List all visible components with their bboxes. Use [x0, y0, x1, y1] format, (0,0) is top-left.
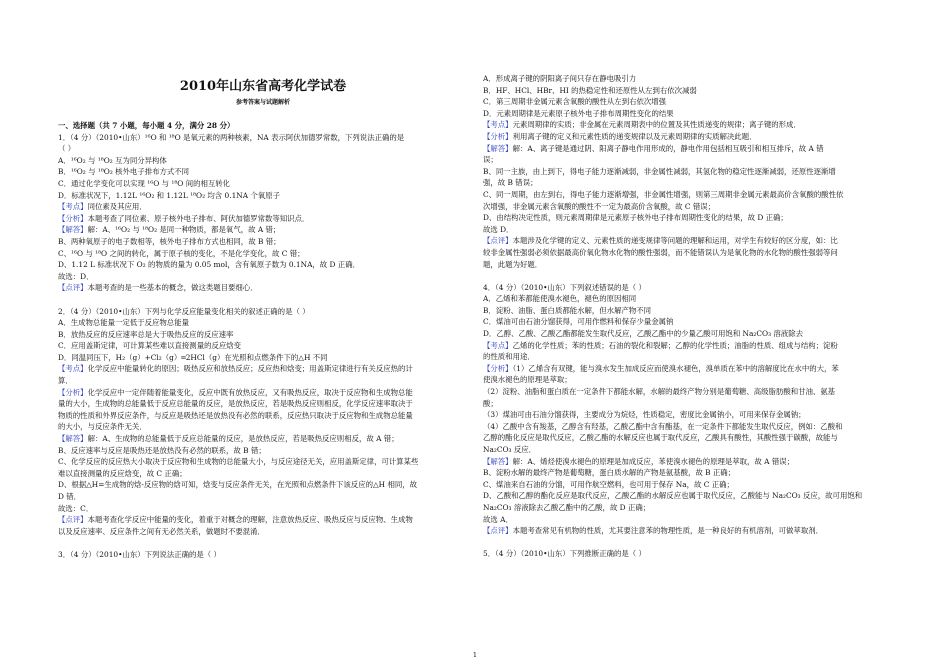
- left-column: [58, 120, 478, 561]
- annotation-line: [483, 525, 903, 537]
- annotation-tag: 【分析】: [483, 131, 513, 141]
- text-line: （2）淀粉、油脂和蛋白质在一定条件下都能水解，水解的最终产物分别是葡萄糖、高级脂肪酸和甘油、氨基: [483, 387, 836, 397]
- text-line: 故选 D．: [483, 224, 514, 234]
- text-line: D、1.12 L 标准状况下 O₂ 的物质的量为 0.05 mol，含有氧原子数为 0.1NA，故 D 正确．: [58, 260, 360, 270]
- annotation-line: [483, 456, 903, 468]
- annotation-tag: 【考点】: [483, 120, 513, 130]
- annotation-text: 本题考查常见有机物的性质，尤其要注意苯的物理性质，是一种良好的有机溶剂，可做萃取剂．: [512, 526, 823, 536]
- text-line: 使溴水褪色的原理是萃取；: [483, 375, 572, 385]
- annotation-text: 解：A、离子键是通过阴、阳离子静电作用形成的，静电作用包括相互吸引和相互排斥，故 A 错: [512, 143, 824, 153]
- blank-line: [58, 537, 478, 549]
- annotation-line: [58, 514, 478, 526]
- text-line: （3）煤油可由石油分馏获得，主要成分为烷烃，性质稳定，密度比金属钠小，可用来保存金属钠；: [483, 410, 806, 420]
- page-number: 1: [472, 651, 478, 659]
- annotation-text: 同位素及其应用．: [87, 202, 147, 212]
- annotation-line: [58, 282, 478, 294]
- page-subtitle: 参考答案与试题解析: [235, 99, 290, 106]
- text-line: 故选 A．: [483, 514, 513, 524]
- text-line: 量的大小，生成物的总能量低于反应总能量的反应，是放热反应，若是吸热反应则相反，化学反应速率取决于: [58, 399, 413, 409]
- annotation-line: [58, 224, 478, 236]
- text-line: B、淀粉水解的最终产物是葡萄糖，蛋白质水解的产物是氨基酸，故 B 正确；: [483, 468, 736, 478]
- annotation-tag: 【点评】: [483, 236, 513, 246]
- text-line: A．乙烯和苯都能使溴水褪色，褪色的原因相同: [483, 294, 637, 304]
- annotation-tag: 【解答】: [483, 143, 513, 153]
- text-line: B、同一主族，由上到下，得电子能力逐渐减弱，非金属性减弱，其氢化物的稳定性逐渐减弱，还原性逐渐增: [483, 166, 836, 176]
- annotation-tag: 【解答】: [58, 225, 88, 235]
- annotation-text: 元素周期律的实质；非金属在元素周期表中的位置及其性质递变的规律；离子键的形成．: [512, 120, 801, 130]
- text-line: A．形成离子键的阴阳离子间只存在静电吸引力: [483, 74, 637, 83]
- annotation-text: 本题考查化学反应中能量的变化，着重于对概念的理解，注意放热反应、吸热反应与反应物、生成物: [87, 515, 413, 525]
- text-line: D、由结构决定性质，则元素周期律是元素原子核外电子排布周期性变化的结果，故 D 正确；: [483, 213, 788, 223]
- annotation-tag: 【解答】: [483, 456, 513, 466]
- annotation-line: [483, 340, 903, 352]
- text-line: 故选：C．: [58, 503, 94, 513]
- text-line: 酸；: [483, 398, 498, 408]
- text-line: 题，此题为好题．: [483, 259, 543, 269]
- annotation-tag: 【分析】: [483, 363, 513, 373]
- text-line: B．淀粉、油脂、蛋白质都能水解，但水解产物不同: [483, 305, 652, 315]
- text-line: 4．（4 分）（2010•山东）下列叙述错误的是（ ）: [483, 282, 646, 292]
- annotation-line: [58, 213, 478, 225]
- text-line: 较非金属性强弱必须依据最高价氧化物水化物的酸性强弱，而不能错误认为是氧化物的水化物的酸性强弱等问: [483, 247, 838, 257]
- text-line: （4）乙酸中含有羧基，乙醇含有羟基，乙酸乙酯中含有酯基，在一定条件下都能发生取代反应，例如：乙酸和: [483, 421, 843, 431]
- text-line: Na₂CO₃ 溶液除去乙酸乙酯中的乙酸，故 D 正确；: [483, 502, 651, 512]
- annotation-text: 解：A、生成物的总能量低于反应总能量的反应，是放热反应，若是吸热反应则相反，故 A 错；: [87, 434, 399, 444]
- annotation-text: （1）乙烯含有双键，能与溴水发生加成反应而使溴水褪色，溴单质在苯中的溶解度比在水中的大，苯: [512, 363, 839, 373]
- text-line: C．应用盖斯定律，可计算某些难以直接测量的反应焓变: [58, 341, 242, 351]
- annotation-tag: 【分析】: [58, 213, 88, 223]
- text-line: （ ）: [58, 144, 76, 154]
- annotation-tag: 【考点】: [58, 364, 88, 374]
- annotation-tag: 【分析】: [58, 387, 88, 397]
- text-line: C．通过化学变化可以实现 ¹⁶O 与 ¹⁸O 间的相互转化: [58, 178, 231, 188]
- text-line: D 错．: [58, 492, 82, 501]
- annotation-text: 利用离子键的定义和元素性质的递变规律以及元素周期律的实质解决此题．: [512, 131, 757, 141]
- text-line: D．元素周期律是元素原子核外电子排布周期性变化的结果: [483, 108, 674, 118]
- annotation-tag: 【点评】: [58, 283, 88, 293]
- text-line: 难以直接测量的反应焓变，故 C 正确；: [58, 468, 187, 478]
- text-line: C、化学反应的反应热大小取决于反应物和生成物的总能量大小，与反应途径无关，应用盖斯定律，可计算某些: [58, 457, 419, 467]
- text-line: 的性质和用途．: [483, 352, 535, 362]
- text-line: 2．（4 分）（2010•山东）下列与化学反应能量变化相关的叙述正确的是（ ）: [58, 306, 310, 316]
- annotation-tag: 【点评】: [58, 515, 88, 525]
- annotation-tag: 【考点】: [483, 340, 513, 350]
- annotation-line: [483, 119, 903, 131]
- text-line: B．HF、HCl、HBr、HI 的热稳定性和还原性从左到右依次减弱: [483, 85, 697, 95]
- annotation-text: 化学反应中能量转化的原因；吸热反应和放热反应；反应热和焓变；用盖斯定律进行有关反应热的计: [87, 364, 413, 374]
- text-line: 误；: [483, 155, 498, 165]
- annotation-text: 乙烯的化学性质；苯的性质；石油的裂化和裂解；乙醇的化学性质；油脂的性质、组成与结构；淀粉: [512, 340, 838, 350]
- annotation-text: 本题考查的是一些基本的概念，做这类题目要细心．: [87, 283, 258, 293]
- text-line: 故选：D．: [58, 271, 94, 281]
- page-title: 2010年山东省高考化学试卷: [179, 79, 347, 94]
- blank-line: [483, 537, 903, 549]
- text-line: D、乙酸和乙醇的酯化反应是取代反应，乙酸乙酯的水解反应也属于取代反应，乙酸能与 Na₂CO₃ 反应，故可用饱和: [483, 491, 863, 501]
- annotation-line: [58, 363, 478, 375]
- annotation-line: [58, 433, 478, 445]
- text-line: 3．（4 分）（2010•山东）下列说法正确的是（ ）: [58, 549, 221, 559]
- right-column: [483, 73, 903, 560]
- text-line: 次增强，非金属元素含氧酸的酸性不一定为最高价含氧酸，故 C 错误；: [483, 201, 716, 211]
- text-line: B．¹⁶O₂ 与 ¹⁸O₂ 核外电子排布方式不同: [58, 167, 190, 177]
- text-line: C、同一周期，由左到右，得电子能力逐渐增强，非金属性增强，则第三周期非金属元素最高价含氧酸的酸性依: [483, 189, 844, 199]
- text-line: B．放热反应的反应速率总是大于吸热反应的反应速率: [58, 329, 234, 339]
- text-line: D．同温同压下，H₂（g）+Cl₂（g）═2HCl（g）在光照和点燃条件下的△H 不同: [58, 352, 328, 362]
- annotation-text: 解：A、烯烃使溴水褪色的原理是加成反应，苯使溴水褪色的原理是萃取，故 A 错误；: [512, 456, 795, 466]
- text-line: C．煤油可由石油分馏获得，可用作燃料和保存少量金属钠: [483, 317, 674, 327]
- annotation-text: 本题涉及化学键的定义、元素性质的递变规律等问题的理解和运用，对学生有较好的区分度，如：比: [512, 236, 838, 246]
- text-line: 以及反应速率、反应条件之间有无必然关系，做题时不要混淆．: [58, 526, 265, 536]
- text-line: C、煤油来自石油的分馏，可用作航空燃料，也可用于保存 Na，故 C 正确；: [483, 479, 734, 489]
- blank-line: [58, 294, 478, 306]
- annotation-tag: 【解答】: [58, 434, 88, 444]
- blank-line: [483, 270, 903, 282]
- text-line: Na₂CO₃ 反应．: [483, 445, 537, 454]
- text-line: B、两种氧原子的电子数相等，核外电子排布方式也相同，故 B 错；: [58, 236, 281, 246]
- annotation-tag: 【点评】: [483, 526, 513, 536]
- text-line: A．生成物总能量一定低于反应物总能量: [58, 318, 189, 328]
- text-line: 1．（4 分）（2010•山东）¹⁶O 和 ¹⁸O 是氧元素的两种核素，NA 表示阿伏加德罗常数，下列说法正确的是: [58, 132, 405, 142]
- annotation-line: [483, 235, 903, 247]
- text-line: A．¹⁶O₂ 与 ¹⁸O₂ 互为同分异构体: [58, 155, 167, 165]
- text-line: 乙醇的酯化反应是取代反应，乙酸乙酯的水解反应也属于取代反应，乙酸具有酸性，其酸性强于碳酸，故能与: [483, 433, 838, 443]
- annotation-line: [483, 143, 903, 155]
- annotation-tag: 【考点】: [58, 202, 88, 212]
- annotation-text: 解：A、¹⁶O₂ 与 ¹⁸O₂ 是同一种物质，都是氧气，故 A 错；: [87, 225, 281, 235]
- text-line: D．标准状况下，1.12L ¹⁶O₂ 和 1.12L ¹⁸O₂ 均含 0.1NA 个氧原子: [58, 190, 281, 200]
- annotation-line: [483, 131, 903, 143]
- annotation-text: 本题考查了同位素、原子核外电子排布、阿伏加德罗常数等知识点．: [87, 213, 310, 223]
- text-line: C．第三周期非金属元素含氧酸的酸性从左到右依次增强: [483, 97, 667, 107]
- text-line: 5．（4 分）（2010•山东）下列推断正确的是（ ）: [483, 549, 646, 559]
- text-line: 强，故 B 错误；: [483, 178, 538, 188]
- annotation-line: [483, 363, 903, 375]
- text-line: D．乙醇、乙酸、乙酸乙酯都能发生取代反应，乙酸乙酯中的少量乙酸可用饱和 Na₂CO₃ 溶液除去: [483, 329, 803, 339]
- annotation-text: 化学反应中一定伴随着能量变化，反应中既有放热反应，又有吸热反应，取决于反应物和生成物总能: [87, 387, 413, 397]
- annotation-line: [58, 387, 478, 399]
- text-line: 一、选择题（共 7 小题，每小题 4 分，满分 28 分）: [58, 121, 235, 130]
- text-line: B、反应速率与反应是吸热还是放热没有必然的联系，故 B 错；: [58, 445, 266, 455]
- text-line: 物质的性质和外界反应条件，与反应是吸热还是放热没有必然的联系，反应热只取决于反应物和生成物总能量: [58, 410, 413, 420]
- text-line: C、¹⁶O 与 ¹⁸O 之间的转化，属于原子核的变化，不是化学变化，故 C 错；: [58, 248, 305, 258]
- text-line: 算．: [58, 376, 73, 386]
- text-line: D、根据△H=生成物的焓-反应物的焓可知，焓变与反应条件无关，在光照和点燃条件下该反应的△H 相同，故: [58, 480, 418, 490]
- annotation-line: [58, 201, 478, 213]
- text-line: 的大小，与反应条件无关．: [58, 422, 147, 432]
